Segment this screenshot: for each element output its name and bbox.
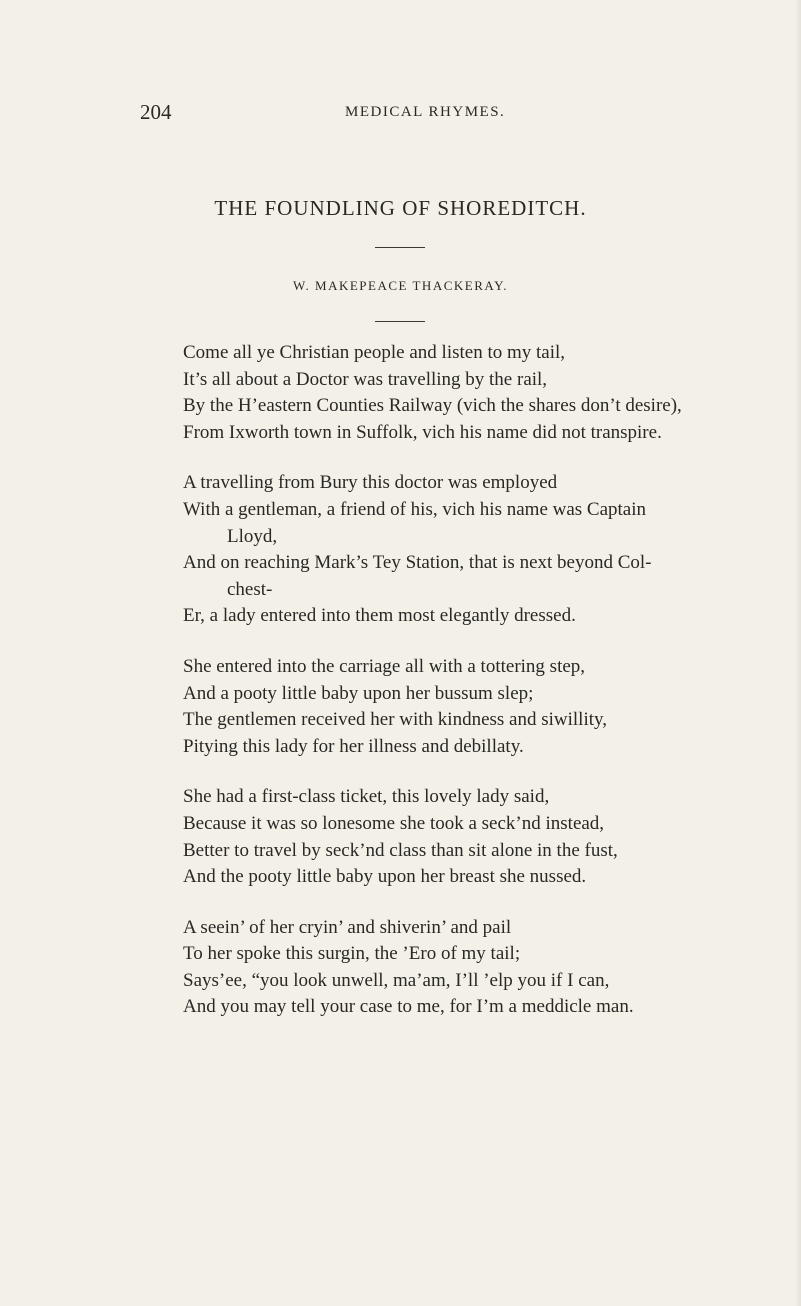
poem-body: [183, 340, 763, 1045]
stanza: [183, 915, 763, 1021]
stanza: [183, 654, 763, 760]
poem-line: The gentlemen received her with kindness and siwillity,: [183, 709, 608, 731]
poem-line: Pitying this lady for her illness and debillaty.: [183, 735, 524, 757]
stanza: [183, 470, 763, 630]
poem-line: Because it was so lonesome she took a seck’nd instead,: [183, 812, 605, 834]
stanza: [183, 340, 763, 446]
poem-line: And the pooty little baby upon her breast she nussed.: [183, 866, 587, 888]
poem-line: And on reaching Mark’s Tey Station, that is next beyond Col-: [183, 552, 652, 574]
running-head: [140, 100, 651, 130]
poem-line: Er, a lady entered into them most elegantly dressed.: [183, 605, 576, 627]
poem-line-continuation: chest-: [227, 578, 273, 600]
poem-line: She had a first-class ticket, this lovely lady said,: [183, 786, 550, 808]
poem-line: And a pooty little baby upon her bussum slep;: [183, 682, 534, 704]
page-number: 204: [140, 100, 172, 124]
author-name: W. MAKEPEACE THACKERAY.: [292, 278, 509, 293]
poem-line: She entered into the carriage all with a tottering step,: [183, 655, 586, 677]
poem-line: A seein’ of her cryin’ and shiverin’ and pail: [183, 916, 512, 938]
poem-line-continuation: Lloyd,: [227, 525, 278, 547]
poem-line: Come all ye Christian people and listen to my tail,: [183, 342, 566, 363]
running-title: MEDICAL RHYMES.: [345, 104, 506, 120]
author-divider: [375, 321, 425, 322]
poem-line: To her spoke this surgin, the ’Ero of my tail;: [183, 943, 521, 965]
poem-line: Better to travel by seck’nd class than sit alone in the fust,: [183, 839, 618, 861]
stanza: [183, 784, 763, 890]
page-edge-shadow: [795, 0, 801, 1306]
poem-line: It’s all about a Doctor was travelling by the rail,: [183, 368, 548, 390]
poem-line: From Ixworth town in Suffolk, vich his name did not transpire.: [183, 421, 662, 443]
poem-line: A travelling from Bury this doctor was employed: [183, 472, 558, 494]
poem-line: By the H’eastern Counties Railway (vich the shares don’t desire),: [183, 395, 682, 417]
poem-line: With a gentleman, a friend of his, vich his name was Captain: [183, 498, 647, 520]
poem-line: And you may tell your case to me, for I’m a meddicle man.: [183, 996, 634, 1018]
poem-title: THE FOUNDLING OF SHOREDITCH.: [214, 196, 587, 220]
title-divider: [375, 247, 425, 248]
poem-line: Says’ee, “you look unwell, ma’am, I’ll ’elp you if I can,: [183, 969, 610, 991]
